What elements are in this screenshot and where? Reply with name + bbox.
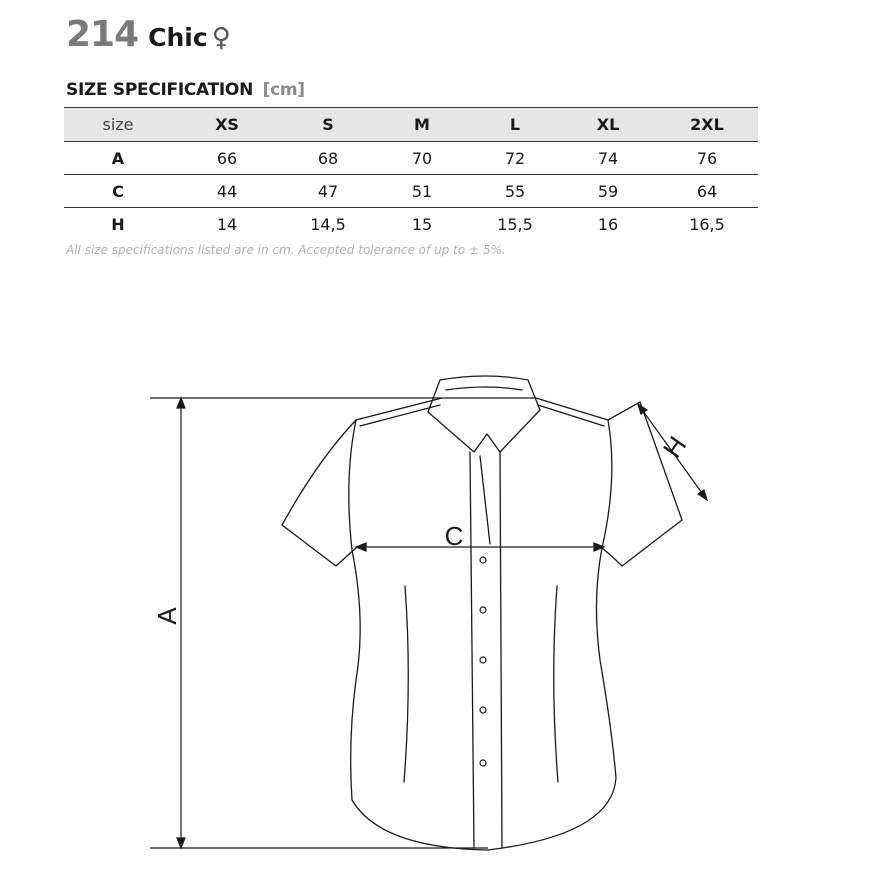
arrow-head bbox=[177, 838, 185, 848]
table-cell: 16,5 bbox=[689, 214, 725, 234]
size-header-cell: XL bbox=[560, 108, 656, 142]
size-spec-heading bbox=[66, 80, 305, 100]
button bbox=[480, 707, 486, 713]
row-label: A bbox=[64, 142, 172, 175]
size-column-label: size bbox=[64, 108, 172, 142]
button bbox=[480, 557, 486, 563]
arrow-head bbox=[698, 490, 707, 500]
arrow-head bbox=[356, 543, 366, 551]
model-number: 214 bbox=[66, 14, 139, 55]
table-row bbox=[64, 208, 758, 241]
table-cell: 76 bbox=[656, 142, 758, 175]
table-cell: 15 bbox=[411, 214, 433, 234]
button bbox=[480, 657, 486, 663]
table-row bbox=[64, 142, 758, 175]
table-cell: 16 bbox=[597, 214, 619, 234]
size-header-cell: L bbox=[470, 108, 560, 142]
table-cell: 14,5 bbox=[310, 214, 346, 234]
table-cell: 72 bbox=[470, 142, 560, 175]
measure-label-h: H bbox=[656, 430, 693, 464]
table-cell: 64 bbox=[656, 175, 758, 208]
dart bbox=[404, 586, 558, 782]
row-label: H bbox=[111, 214, 125, 234]
button bbox=[480, 760, 486, 766]
size-header-cell: S bbox=[282, 108, 374, 142]
measure-label-c: C bbox=[444, 521, 464, 551]
model-name: Chic bbox=[148, 23, 208, 52]
arrow-head bbox=[177, 398, 185, 408]
right-sleeve bbox=[602, 402, 682, 566]
shirt-body-outline bbox=[349, 398, 616, 850]
placket bbox=[470, 452, 502, 848]
table-cell: 70 bbox=[374, 142, 470, 175]
product-title bbox=[66, 14, 231, 55]
table-cell: 44 bbox=[172, 175, 282, 208]
table-row bbox=[64, 175, 758, 208]
left-sleeve bbox=[282, 420, 356, 566]
table-cell: 74 bbox=[560, 142, 656, 175]
table-cell: 66 bbox=[172, 142, 282, 175]
collar-band bbox=[446, 387, 522, 390]
arrow-head bbox=[638, 404, 647, 414]
table-cell: 15,5 bbox=[497, 214, 533, 234]
row-label: C bbox=[64, 175, 172, 208]
table-cell: 51 bbox=[374, 175, 470, 208]
tolerance-note: All size specifications listed are in cm. Accepted tolerance of up to ± 5%. bbox=[66, 243, 506, 257]
table-cell: 47 bbox=[282, 175, 374, 208]
size-spec-title: SIZE SPECIFICATION bbox=[66, 80, 253, 100]
table-cell: 14 bbox=[216, 214, 238, 234]
table-cell: 68 bbox=[282, 142, 374, 175]
size-header-cell: M bbox=[374, 108, 470, 142]
button bbox=[480, 607, 486, 613]
size-header-row bbox=[64, 108, 758, 142]
size-table bbox=[64, 107, 758, 240]
shirt-measurement-diagram bbox=[0, 360, 877, 882]
female-icon: ♀ bbox=[211, 23, 231, 53]
size-spec-unit: [cm] bbox=[262, 80, 305, 100]
size-header-cell: 2XL bbox=[656, 108, 758, 142]
measure-label-a: A bbox=[152, 607, 182, 625]
table-cell: 55 bbox=[470, 175, 560, 208]
size-header-cell: XS bbox=[172, 108, 282, 142]
table-cell: 59 bbox=[560, 175, 656, 208]
